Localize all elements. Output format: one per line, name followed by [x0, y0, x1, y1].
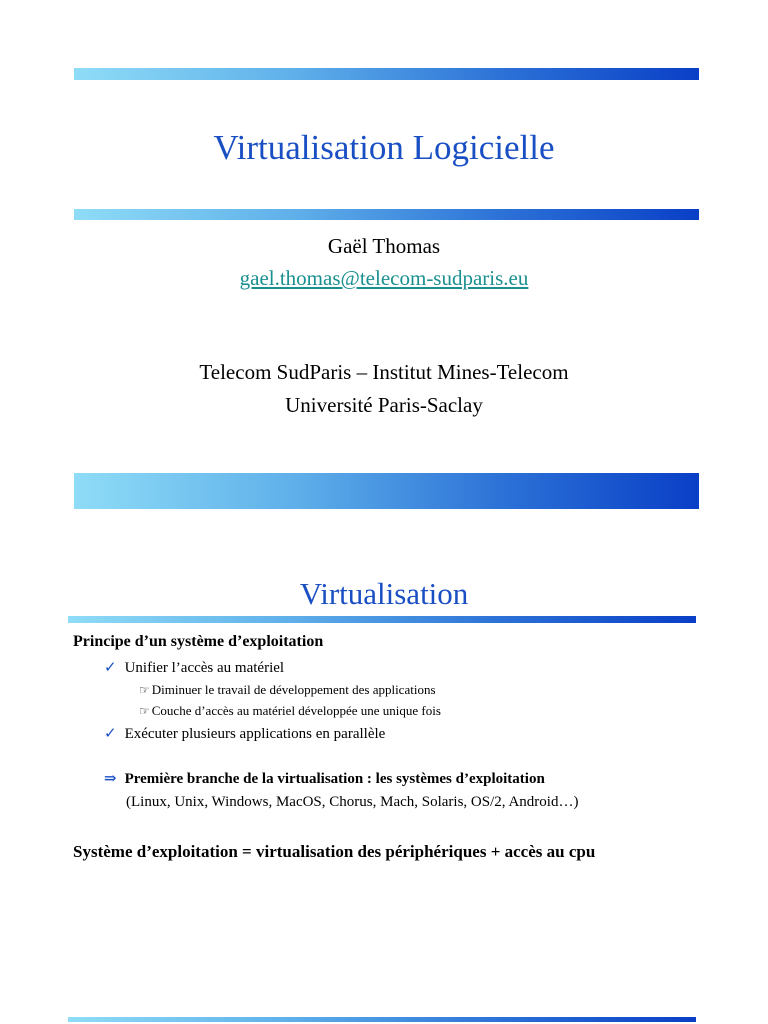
implies-arrow-icon: ⇒ — [104, 771, 117, 787]
sub-bullet-text: Diminuer le travail de développement des applications — [151, 682, 436, 697]
sub-bullet-item — [139, 703, 441, 719]
slide-title: Virtualisation Logicielle — [213, 128, 555, 167]
check-icon: ✓ — [104, 660, 117, 676]
title-underline-bar-2 — [68, 616, 696, 623]
slide-title-2: Virtualisation — [299, 576, 469, 611]
conclusion-line — [104, 769, 545, 788]
equation-line: Système d’exploitation = virtualisation des périphériques + accès au cpu — [73, 842, 596, 861]
title-underline-bar — [74, 209, 699, 220]
bullet-text: Unifier l’accès au matériel — [124, 660, 285, 676]
conclusion-text: Première branche de la virtualisation : les systèmes d’exploitation — [124, 771, 545, 787]
bullet-text: Exécuter plusieurs applications en parallèle — [124, 726, 386, 742]
top-gradient-bar — [74, 68, 699, 80]
bottom-gradient-bar — [68, 1017, 696, 1022]
pointing-hand-icon: ☞ — [139, 704, 150, 718]
sub-bullet-text: Couche d’accès au matériel développée une unique fois — [151, 703, 441, 718]
examples-line: (Linux, Unix, Windows, MacOS, Chorus, Mach, Solaris, OS/2, Android…) — [126, 794, 579, 810]
pointing-hand-icon: ☞ — [139, 683, 150, 697]
bullet-item — [104, 724, 385, 743]
bullet-item — [104, 658, 284, 677]
section-heading: Principe d’un système d’exploitation — [73, 633, 324, 650]
author-email-link[interactable]: gael.thomas@telecom-sudparis.eu — [239, 266, 529, 290]
sub-bullet-item — [139, 682, 436, 698]
check-icon: ✓ — [104, 726, 117, 742]
footer-gradient-bar — [74, 473, 699, 509]
institution-line: Telecom SudParis – Institut Mines-Telecom — [199, 360, 569, 384]
university-line: Université Paris-Saclay — [285, 393, 483, 417]
author-name: Gaël Thomas — [327, 234, 441, 258]
